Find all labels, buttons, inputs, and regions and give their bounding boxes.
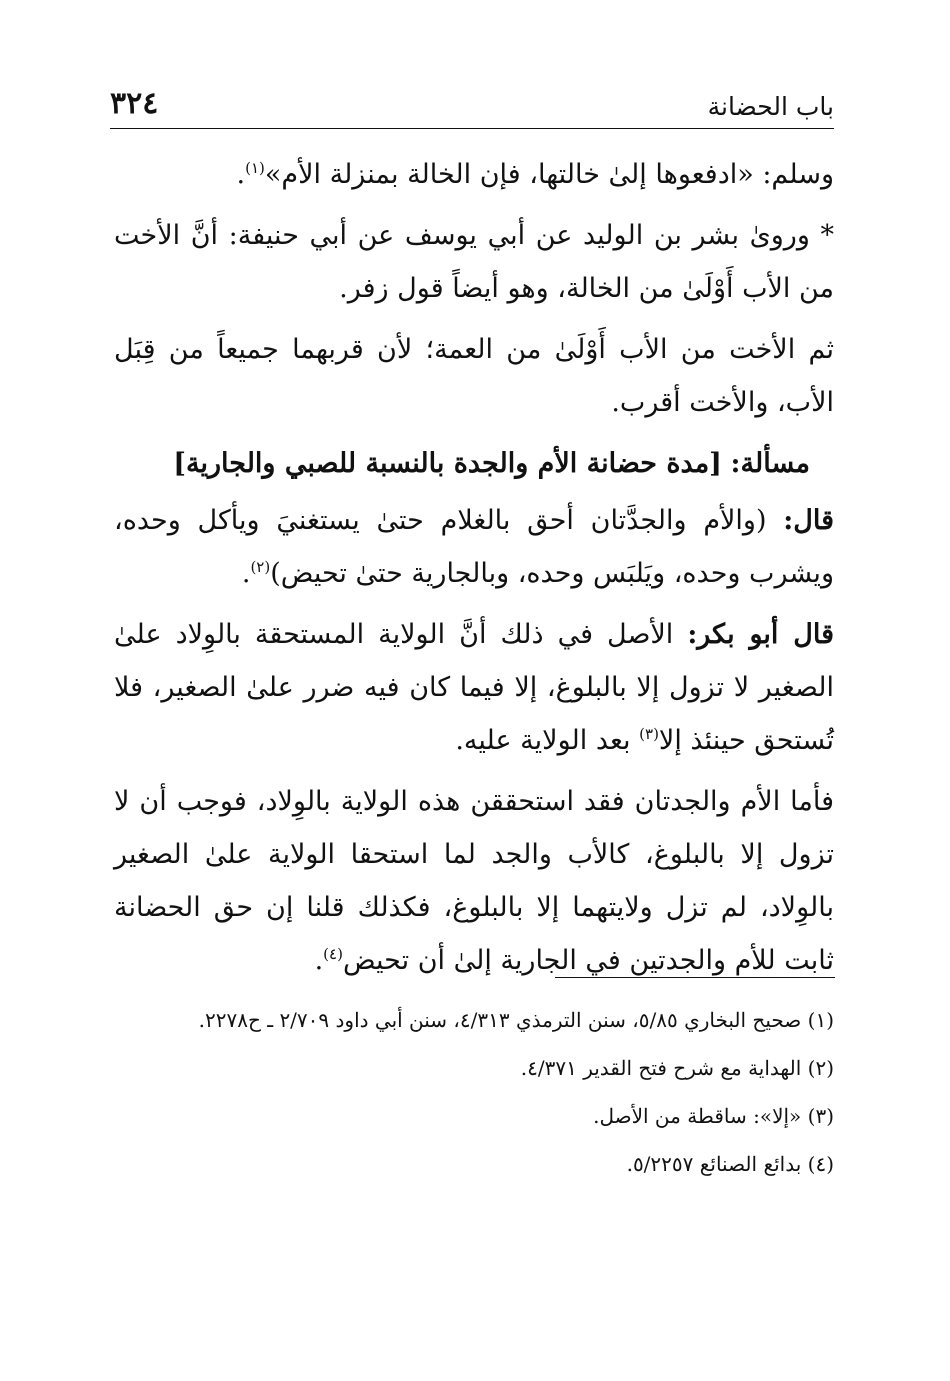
main-text <box>114 148 834 995</box>
paragraph-hadith <box>114 148 834 201</box>
paragraph-end: . <box>241 558 251 589</box>
issue-label: مسألة: <box>730 448 810 479</box>
paragraph-text: وسلم: «ادفعوها إلىٰ خالتها، فإن الخالة بمنزلة الأم» <box>264 159 834 190</box>
paragraph-mother-grandmothers <box>114 775 834 987</box>
paragraph-end: . <box>314 945 324 976</box>
paragraph-text: ثم الأخت من الأب أَوْلَىٰ من العمة؛ لأن قربهما جميعاً من قِبَل الأب، والأخت أقرب. <box>114 334 834 418</box>
footnote-divider <box>555 977 835 978</box>
footnotes <box>114 998 834 1190</box>
footnote-2: (٢) الهداية مع شرح فتح القدير ٤/٣٧١. <box>520 1056 834 1080</box>
paragraph-narration <box>114 209 834 315</box>
page-header <box>110 78 834 129</box>
footnote-ref-1[interactable]: (١) <box>245 159 265 177</box>
footnote-ref-4[interactable]: (٤) <box>323 945 343 963</box>
paragraph-text: فأما الأم والجدتان فقد استحققن هذه الولاية بالوِلاد، فوجب أن لا تزول إلا بالبلوغ، كالأب والجد لما استحقا الولاية علىٰ الصغير بالوِلاد، لم تزل ولايتهما إلا بالبلوغ، فكذلك قلنا إن حق الحضانة ثابت للأم والجدتين في الجارية إلىٰ أن تحيض <box>114 786 834 976</box>
footnote-ref-2[interactable]: (٢) <box>250 558 271 576</box>
issue-title: [مدة حضانة الأم والجدة بالنسبة للصبي والجارية] <box>173 448 722 479</box>
paragraph-sister-priority <box>114 323 834 429</box>
paragraph-qala <box>114 494 834 600</box>
issue-heading <box>114 437 834 490</box>
paragraph-text: * وروىٰ بشر بن الوليد عن أبي يوسف عن أبي حنيفة: أنَّ الأخت من الأب أَوْلَىٰ من الخالة، وهو أيضاً قول زفر. <box>114 220 834 304</box>
paragraph-text-cont: بعد الولاية عليه. <box>455 725 631 756</box>
paragraph-end: . <box>236 159 246 190</box>
footnote-ref-3[interactable]: (٣) <box>639 725 659 743</box>
paragraph-abu-bakr <box>114 608 834 767</box>
paragraph-text: الأصل في ذلك أنَّ الولاية المستحقة بالوِلاد علىٰ الصغير لا تزول إلا بالبلوغ، إلا فيما كان فيه ضرر علىٰ الصغير، فلا تُستحق حينئذ إلا <box>114 619 834 756</box>
footnote-1: (١) صحيح البخاري ٥/٨٥، سنن الترمذي ٤/٣١٣، سنن أبي داود ٢/٧٠٩ ـ ح٢٢٧٨. <box>198 1008 834 1032</box>
paragraph-text: (والأم والجدَّتان أحق بالغلام حتىٰ يستغنيَ ويأكل وحده، ويشرب وحده، ويَلبَس وحده، وبالجارية حتىٰ تحيض) <box>114 505 834 589</box>
footnote-4: (٤) بدائع الصنائع ٥/٢٢٥٧. <box>626 1152 834 1176</box>
speaker-label: قال: <box>783 505 834 536</box>
speaker-label: قال أبو بكر: <box>687 619 834 650</box>
footnote-3: (٣) «إلا»: ساقطة من الأصل. <box>593 1104 834 1128</box>
running-title: باب الحضانة <box>707 92 834 121</box>
page-number: ٣٢٤ <box>110 86 159 121</box>
